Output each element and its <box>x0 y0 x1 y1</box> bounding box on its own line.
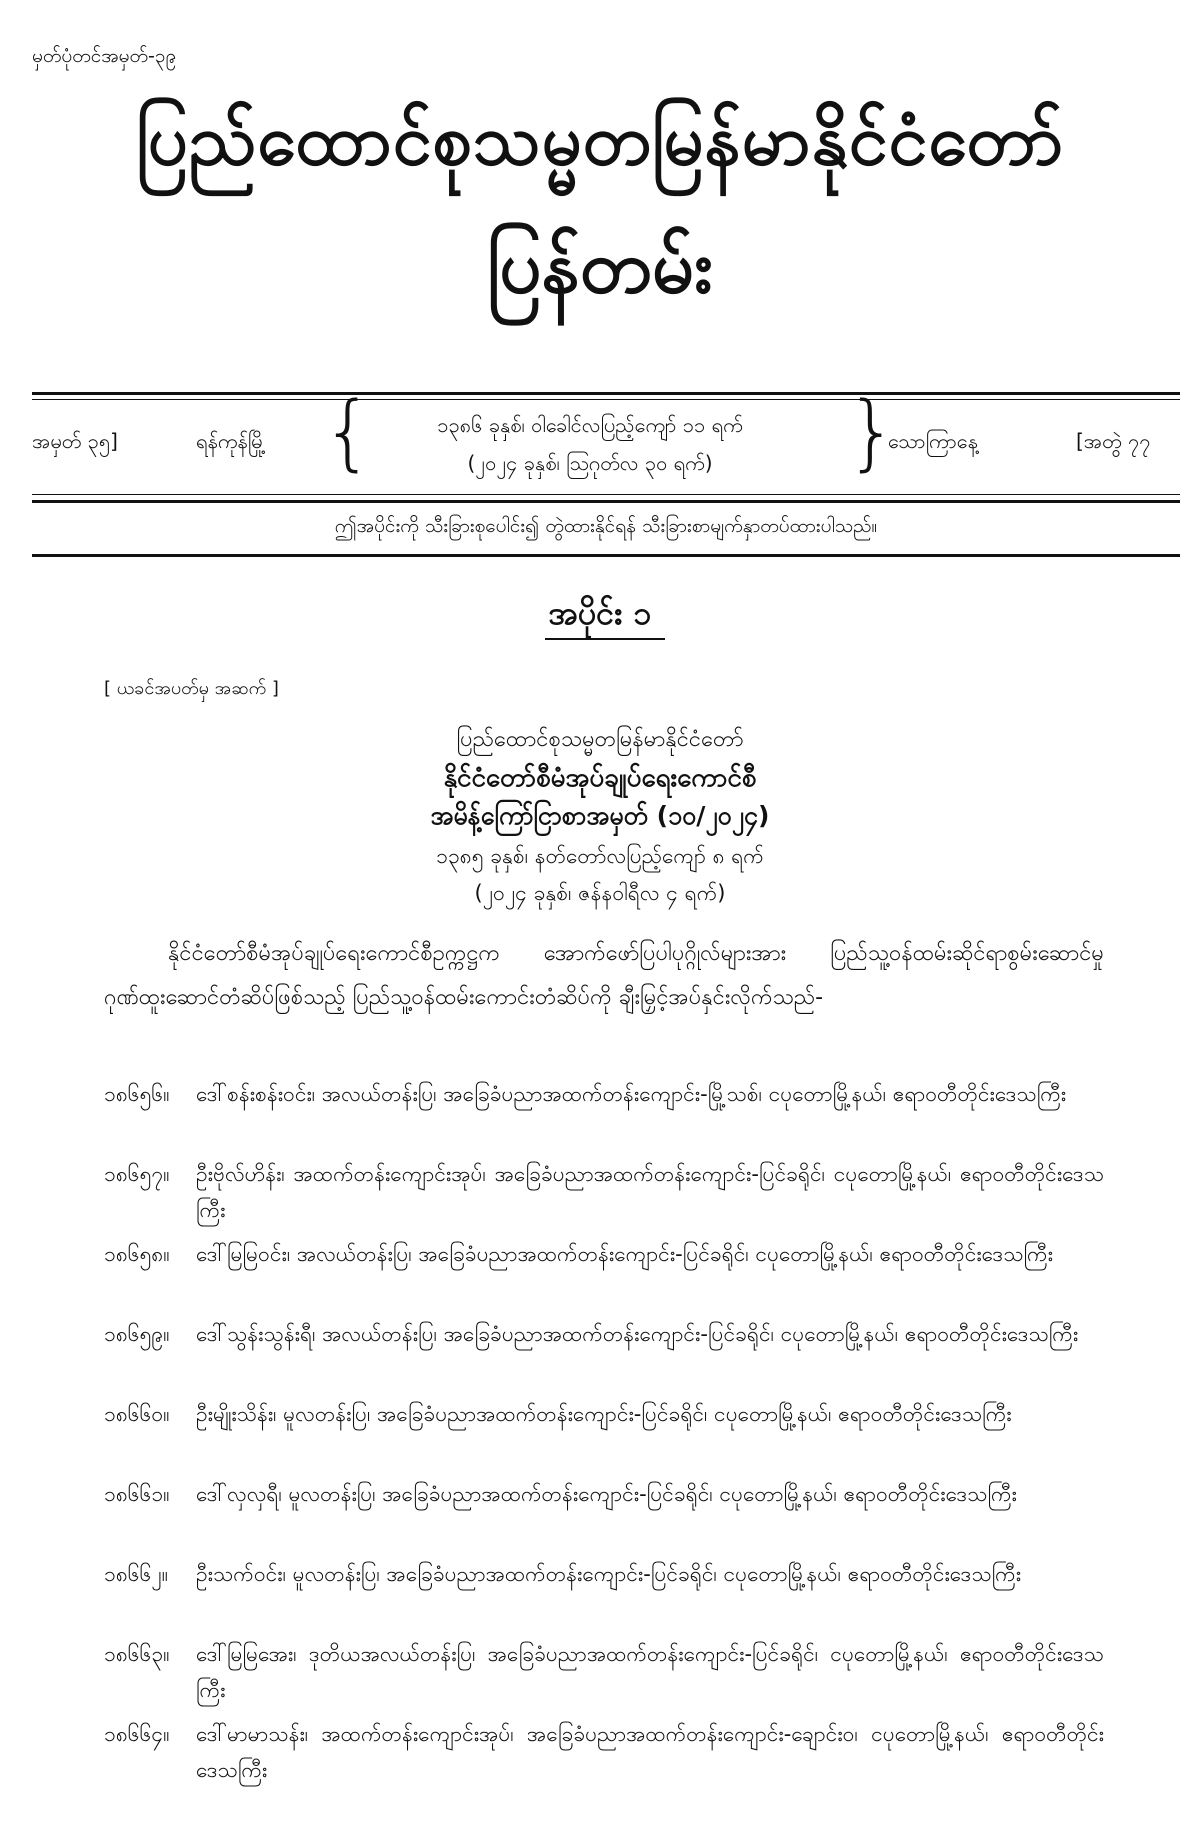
entry-text: ဦးဗိုလ်ဟိန်း၊ အထက်တန်းကျောင်းအုပ်၊ အခြေခံပညာအထက်တန်းကျောင်း-ပြင်ခရိုင်၊ ငပုတောမြို့နယ်၊ ဧရာဝတီတိုင်းဒေသကြီး <box>196 1162 1104 1222</box>
gazette-title: ပြည်ထောင်စုသမ္မတမြန်မာနိုင်ငံတော် <box>135 99 1065 181</box>
gazette-subtitle: ပြန်တမ်း <box>486 224 714 310</box>
section-heading: အပိုင်း ၁ <box>548 594 652 632</box>
list-item <box>104 1476 1104 1556</box>
entry-number: ၁၈၆၆၃။ <box>104 1642 170 1666</box>
list-item <box>104 1716 1104 1796</box>
entry-number: ၁၈၆၅၇။ <box>104 1162 170 1186</box>
continued-note: [ ယခင်အပတ်မှ အဆက် ] <box>104 678 279 699</box>
order-date-myanmar: ၁၃၈၅ ခုနှစ်၊ နတ်တော်လပြည့်ကျော် ၈ ရက် <box>436 844 764 868</box>
entry-number: ၁၈၆၅၉။ <box>104 1322 170 1346</box>
list-item <box>104 1636 1104 1716</box>
entry-text: ဒေါ်စန်းစန်းဝင်း၊ အလယ်တန်းပြ၊ အခြေခံပညာအထက်တန်းကျောင်း-မြို့သစ်၊ ငပုတောမြို့နယ်၊ ဧရာဝတီတိုင်းဒေသကြီး <box>196 1082 1067 1106</box>
list-item <box>104 1316 1104 1396</box>
entry-text: ဦးမျိုးသိန်း၊ မူလတန်းပြ၊ အခြေခံပညာအထက်တန်းကျောင်း-ပြင်ခရိုင်၊ ငပုတောမြို့နယ်၊ ဧရာဝတီတိုင်းဒေသကြီး <box>196 1402 1012 1426</box>
mid-rule-thick <box>32 500 1180 503</box>
entry-number: ၁၈၆၆၀။ <box>104 1402 170 1426</box>
order-council: နိုင်ငံတော်စီမံအုပ်ချုပ်ရေးကောင်စီ <box>443 763 757 793</box>
volume-number: [အတွဲ ၇၇ <box>1076 429 1151 453</box>
entry-text: ဒေါ်မာမာသန်း၊ အထက်တန်းကျောင်းအုပ်၊ အခြေခံပညာအထက်တန်းကျောင်း-ချောင်းဝ၊ ငပုတောမြို့နယ်၊ ဧရာဝတီတိုင်းဒေသကြီး <box>196 1722 1104 1782</box>
entry-number: ၁၈၆၆၂။ <box>104 1562 169 1586</box>
separate-section-notice: ဤအပိုင်းကို သီးခြားစုပေါင်း၍ တွဲထားနိုင်ရန် သီးခြားစာမျက်နှာတပ်ထားပါသည်။ <box>334 515 878 537</box>
award-list <box>104 1076 1104 1796</box>
list-item <box>104 1396 1104 1476</box>
entry-text: ဦးသက်ဝင်း၊ မူလတန်းပြ၊ အခြေခံပညာအထက်တန်းကျောင်း-ပြင်ခရိုင်၊ ငပုတောမြို့နယ်၊ ဧရာဝတီတိုင်းဒေသကြီး <box>196 1562 1022 1586</box>
right-brace: } <box>846 385 899 480</box>
weekday: သောကြာနေ့ <box>888 429 978 453</box>
list-item <box>104 1076 1104 1156</box>
mid-rule-thin <box>32 494 1180 495</box>
entry-number: ၁၈၆၆၄။ <box>104 1722 170 1746</box>
entry-number: ၁၈၆၅၈။ <box>104 1242 170 1266</box>
registration-number: မှတ်ပုံတင်အမှတ်-၃၉ <box>32 45 177 67</box>
entry-text: ဒေါ်မြမြဝင်း၊ အလယ်တန်းပြ၊ အခြေခံပညာအထက်တန်းကျောင်း-ပြင်ခရိုင်၊ ငပုတောမြို့နယ်၊ ဧရာဝတီတိုင်းဒေသကြီး <box>196 1242 1053 1266</box>
order-country: ပြည်ထောင်စုသမ္မတမြန်မာနိုင်ငံတော် <box>456 727 744 752</box>
entry-text: ဒေါ်သွန်းသွန်းရီ၊ အလယ်တန်းပြ၊ အခြေခံပညာအထက်တန်းကျောင်း-ပြင်ခရိုင်၊ ငပုတောမြို့နယ်၊ ဧရာဝတီတိုင်းဒေသကြီး <box>196 1322 1079 1346</box>
order-date-gregorian: (၂၀၂၄ ခုနှစ်၊ ဇန်နဝါရီလ ၄ ရက်) <box>474 881 726 905</box>
left-brace: { <box>322 385 375 480</box>
entry-number: ၁၈၆၆၁။ <box>104 1482 170 1506</box>
date-gregorian: (၂၀၂၄ ခုနှစ်၊ ဩဂုတ်လ ၃၀ ရက်) <box>467 451 713 475</box>
city: ရန်ကုန်မြို့ <box>196 429 266 453</box>
intro-paragraph: နိုင်ငံတော်စီမံအုပ်ချုပ်ရေးကောင်စီဥက္ကဋ္ဌက အောက်ဖော်ပြပါပုဂ္ဂိုလ်များအား ပြည်သူ့ဝန်ထမ်းဆိုင်ရာစွမ်းဆောင်မှု ဂုဏ်ထူးဆောင်တံဆိပ်ဖြစ်သည့် ပြည်သူ့ဝန်ထမ်းကောင်းတံဆိပ်ကို ချီးမြှင့်အပ်နှင်းလိုက်သည်- <box>104 941 1104 1010</box>
entry-text: ဒေါ်လှလှရီ၊ မူလတန်းပြ၊ အခြေခံပညာအထက်တန်းကျောင်း-ပြင်ခရိုင်၊ ငပုတောမြို့နယ်၊ ဧရာဝတီတိုင်းဒေသကြီး <box>196 1482 1017 1506</box>
top-rule-thin <box>32 399 1180 400</box>
list-item <box>104 1556 1104 1636</box>
order-number: အမိန့်ကြော်ငြာစာအမှတ် (၁၀/၂၀၂၄) <box>430 801 770 830</box>
list-item <box>104 1156 1104 1236</box>
entry-text: ဒေါ်မြမြအေး၊ ဒုတိယအလယ်တန်းပြ၊ အခြေခံပညာအထက်တန်းကျောင်း-ပြင်ခရိုင်၊ ငပုတောမြို့နယ်၊ ဧရာဝတီတိုင်းဒေသကြီး <box>196 1642 1104 1702</box>
entry-number: ၁၈၆၅၆။ <box>104 1082 170 1106</box>
date-myanmar: ၁၃၈၆ ခုနှစ်၊ ဝါခေါင်လပြည့်ကျော် ၁၁ ရက် <box>437 413 743 437</box>
list-item <box>104 1236 1104 1316</box>
bottom-rule <box>32 554 1180 557</box>
section-underline <box>545 638 665 640</box>
issue-number: အမှတ် ၃၅] <box>32 429 118 453</box>
top-rule-thick <box>32 392 1180 395</box>
